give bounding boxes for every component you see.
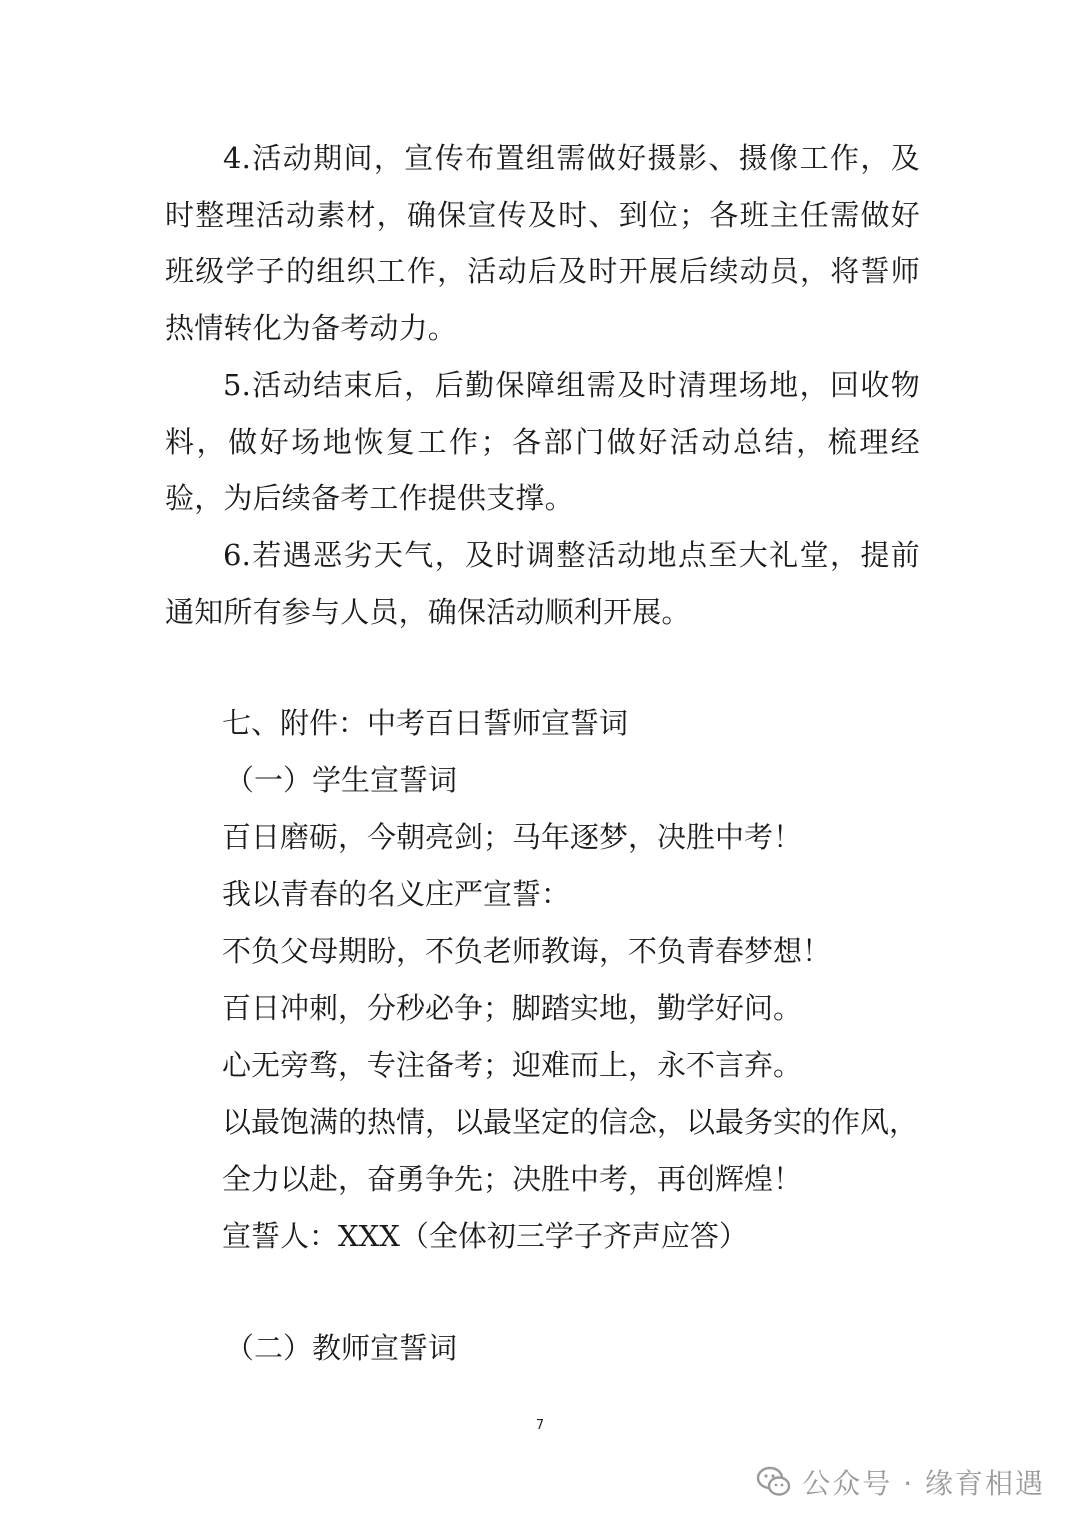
oath-line: 以最饱满的热情，以最坚定的信念，以最务实的作风， xyxy=(222,1105,919,1139)
oath-line: 百日冲刺，分秒必争；脚踏实地，勤学好问。 xyxy=(222,991,803,1025)
watermark xyxy=(756,1462,1045,1502)
oath-line: 不负父母期盼，不负老师教诲，不负青春梦想！ xyxy=(222,934,832,968)
paragraph-item-4: 4.活动期间，宣传布置组需做好摄影、摄像工作，及时整理活动素材，确保宣传及时、到位；各班主任需做好班级学子的组织工作，活动后及时开展后续动员，将誓师热情转化为备考动力。 xyxy=(165,141,920,345)
student-oath-title: （一）学生宣誓词 xyxy=(225,763,458,797)
appendix-heading: 七、附件：中考百日誓师宣誓词 xyxy=(222,706,629,740)
paragraph-item-6: 6.若遇恶劣天气，及时调整活动地点至大礼堂，提前通知所有参与人员，确保活动顺利开展。 xyxy=(165,538,920,629)
page-number: 7 xyxy=(535,1418,545,1433)
oath-line: 全力以赴，奋勇争先；决胜中考，再创辉煌！ xyxy=(222,1162,803,1196)
oath-line: 心无旁骛，专注备考；迎难而上，永不言弃。 xyxy=(222,1048,803,1082)
oath-line: 百日磨砺，今朝亮剑；马年逐梦，决胜中考！ xyxy=(222,820,803,854)
wechat-icon xyxy=(756,1465,792,1499)
teacher-oath-title: （二）教师宣誓词 xyxy=(225,1331,458,1365)
oath-line: 我以青春的名义庄严宣誓： xyxy=(222,877,571,911)
watermark-text: 公众号 · 缘育相遇 xyxy=(802,1467,1045,1500)
paragraph-item-5: 5.活动结束后，后勤保障组需及时清理场地，回收物料，做好场地恢复工作；各部门做好活动总结，梳理经验，为后续备考工作提供支撑。 xyxy=(165,368,920,515)
oath-signatory: 宣誓人：XXX（全体初三学子齐声应答） xyxy=(222,1219,748,1253)
